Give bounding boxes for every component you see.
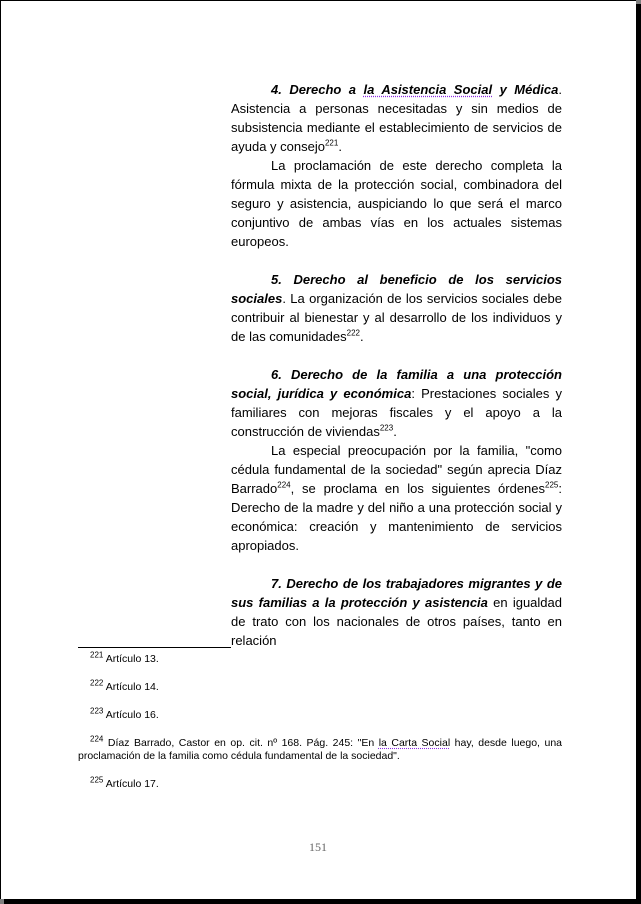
section-5-paragraph: 5. Derecho al beneficio de los servicios sociales. La organización de los servicios sociales debe contribuir al bienestar y al desarrollo de los individuos y de las comunidades$^{222}$.	[231, 272, 562, 344]
footnote: $^{224}$ Díaz Barrado, Castor en op. cit. nº 168. Pág. 245: "En la Carta Social hay, desde luego, una proclamación de la familia como cédula fundamental de la sociedad".	[78, 734, 563, 762]
page-number: 151	[309, 840, 327, 854]
footnote: $^{221}$ Artículo 13.	[90, 650, 159, 665]
section-6-paragraph-2: La especial preocupación por la familia, "como cédula fundamental de la sociedad" según aprecia Díaz Barrado$^{224}$, se proclama en los siguientes órdenes$^{225}$: Derecho de la madre y del niño a una protección social y económica: creación y mantenimiento de servicios apropiados.	[231, 443, 562, 553]
footnote: $^{225}$ Artículo 17.	[90, 775, 159, 790]
footnote-ref[interactable]: 223	[379, 423, 394, 433]
section-4-paragraph-2: La proclamación de este derecho completa la fórmula mixta de la protección social, combinadora del seguro y asistencia, auspiciando lo que será el marco conjuntivo de ambas vías en los actuales sistemas europeos.	[231, 158, 562, 249]
footnote-ref[interactable]: 221	[324, 138, 339, 148]
footnote-separator	[78, 647, 231, 648]
footnote: $^{222}$ Artículo 14.	[90, 678, 159, 693]
footnote-ref[interactable]: 224	[277, 480, 291, 490]
section-4-paragraph: 4. Derecho a la Asistencia Social y Médica. Asistencia a personas necesitadas y sin medios de subsistencia mediante el establecimiento de servicios de ayuda y consejo$^{221}$.	[231, 82, 562, 154]
section-5-heading: 5. Derecho al beneficio de los servicios sociales	[231, 272, 562, 306]
spellcheck-mark: la Asistencia Social	[363, 82, 493, 97]
footnote-ref[interactable]: 222	[346, 328, 360, 338]
page-shadow-bottom	[4, 899, 641, 904]
spellcheck-mark: la Carta Social	[378, 737, 451, 749]
page-shadow-right	[636, 4, 641, 904]
section-4-heading: 4. Derecho a la Asistencia Social y Médica	[271, 82, 559, 97]
footnote-ref[interactable]: 225	[545, 480, 559, 490]
footnotes	[78, 650, 563, 806]
body-text-column	[231, 80, 562, 650]
section-7-paragraph: 7. Derecho de los trabajadores migrantes y de sus familias a la protección y asistencia en igualdad de trato con los nacionales de otros países, tanto en relación	[231, 576, 562, 648]
section-6-heading: 6. Derecho de la familia a una protección social, jurídica y económica	[231, 367, 562, 401]
section-7-heading: 7. Derecho de los trabajadores migrantes y de sus familias a la protección y asistencia	[231, 576, 562, 610]
footnote: $^{223}$ Artículo 16.	[90, 706, 159, 721]
section-6-paragraph: 6. Derecho de la familia a una protección social, jurídica y económica: Prestaciones sociales y familiares con mejoras fiscales y el apoyo a la construcción de viviendas$^{223}$.	[231, 367, 562, 439]
